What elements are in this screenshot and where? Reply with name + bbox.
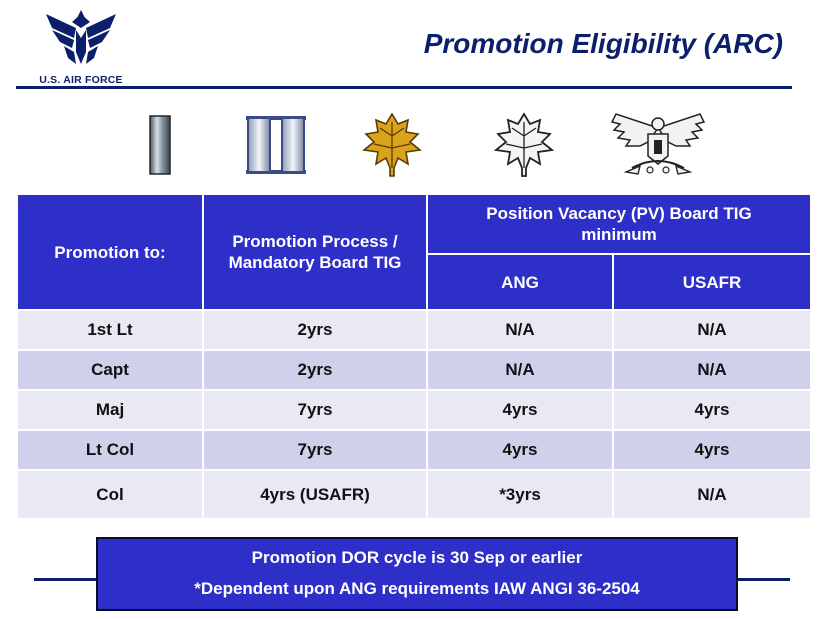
logo-text: U.S. AIR FORCE bbox=[39, 74, 123, 86]
header-usafr: USAFR bbox=[613, 254, 811, 310]
cell-ang: N/A bbox=[427, 350, 613, 390]
table-row bbox=[17, 430, 811, 470]
cell-usafr: 4yrs bbox=[613, 390, 811, 430]
header-pv-board: Position Vacancy (PV) Board TIG minimum bbox=[427, 194, 811, 254]
cell-usafr: N/A bbox=[613, 310, 811, 350]
notice-line-ang: *Dependent upon ANG requirements IAW ANGI 36-2504 bbox=[194, 579, 640, 598]
first-lieutenant-bar-icon bbox=[148, 114, 172, 176]
page-title: Promotion Eligibility (ARC) bbox=[423, 28, 783, 59]
cell-ang: 4yrs bbox=[427, 390, 613, 430]
cell-mandatory: 2yrs bbox=[203, 310, 427, 350]
cell-grade: Lt Col bbox=[17, 430, 203, 470]
notice-line-dor: Promotion DOR cycle is 30 Sep or earlier bbox=[251, 548, 583, 567]
cell-ang: N/A bbox=[427, 310, 613, 350]
cell-usafr: 4yrs bbox=[613, 430, 811, 470]
air-force-wings-icon bbox=[46, 8, 116, 72]
captain-double-bar-icon bbox=[244, 114, 308, 176]
notice-box bbox=[96, 537, 738, 611]
air-force-logo bbox=[26, 8, 136, 88]
cell-mandatory: 7yrs bbox=[203, 430, 427, 470]
cell-grade: Col bbox=[17, 470, 203, 519]
promotion-eligibility-table bbox=[16, 193, 812, 520]
rank-insignia-row bbox=[0, 108, 825, 178]
cell-grade: 1st Lt bbox=[17, 310, 203, 350]
table-row bbox=[17, 350, 811, 390]
header-promotion-process: Promotion Process / Mandatory Board TIG bbox=[203, 194, 427, 310]
table-row bbox=[17, 310, 811, 350]
top-divider bbox=[16, 86, 792, 89]
cell-grade: Capt bbox=[17, 350, 203, 390]
cell-mandatory: 2yrs bbox=[203, 350, 427, 390]
cell-usafr: N/A bbox=[613, 470, 811, 519]
cell-ang: 4yrs bbox=[427, 430, 613, 470]
cell-usafr: N/A bbox=[613, 350, 811, 390]
header-promotion-to: Promotion to: bbox=[17, 194, 203, 310]
colonel-eagle-icon bbox=[610, 110, 706, 180]
cell-mandatory: 4yrs (USAFR) bbox=[203, 470, 427, 519]
table-row bbox=[17, 470, 811, 519]
cell-mandatory: 7yrs bbox=[203, 390, 427, 430]
lieutenant-colonel-silver-oak-leaf-icon bbox=[492, 110, 556, 178]
table-row bbox=[17, 390, 811, 430]
cell-grade: Maj bbox=[17, 390, 203, 430]
cell-ang: *3yrs bbox=[427, 470, 613, 519]
header-ang: ANG bbox=[427, 254, 613, 310]
major-gold-oak-leaf-icon bbox=[360, 110, 424, 178]
